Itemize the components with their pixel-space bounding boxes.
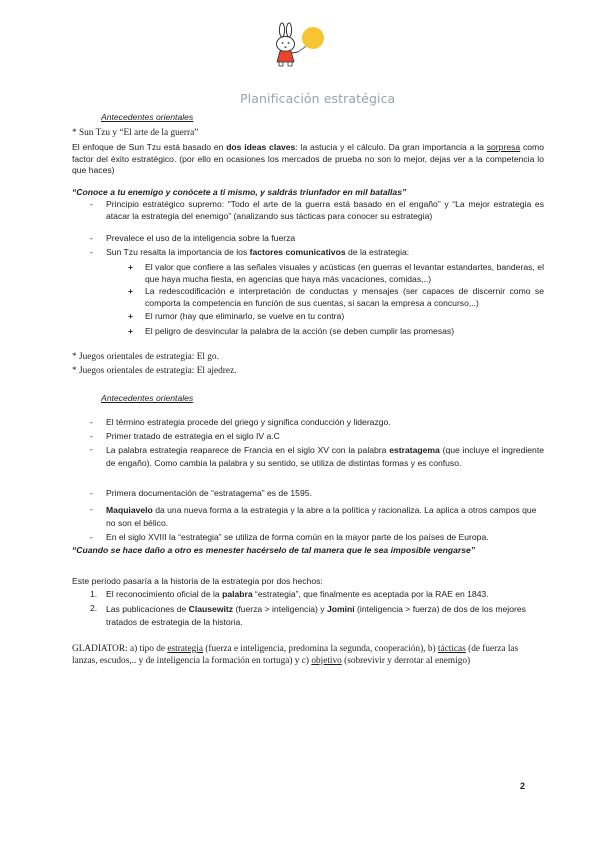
miffy-balloon-icon	[265, 22, 337, 88]
list-item: En el siglo XVIII la “estrategia” se utiliza de forma común en la mayor parte de los países de Europa.	[106, 532, 489, 542]
list-item: La palabra estrategia reaparece de Francia en el siglo XV con la palabra estratagema (que incluye el ingrediente de engaño). Como cambia la palabra y su sentido, se utiliza de distintas formas y es confuso.	[106, 445, 544, 468]
numbered-item: El reconocimiento oficial de la palabra “estrategia”, que finalmente es aceptada por la RAE en 1843.	[106, 589, 489, 599]
section-heading: Antecedentes orientales	[101, 393, 194, 403]
list-item: Primera documentación de “estratagema” es de 1595.	[106, 488, 312, 498]
bullet-dash: -	[90, 247, 93, 257]
sub-list-item: El peligro de desvincular la palabra de la acción (se deben cumplir las promesas)	[145, 326, 455, 336]
section-heading: Antecedentes orientales	[101, 112, 194, 122]
transition-paragraph: Este período pasaría a la historia de la estrategia por dos hechos:	[72, 576, 323, 586]
quote-maquiavelo: “Cuando se hace daño a otro es menester hacérselo de tal manera que le sea imposible vengarse”	[72, 545, 476, 555]
numbered-item: Las publicaciones de Clausewitz (fuerza > inteligencia) y Jomini (inteligencia > fuerza) de dos de los mejores tratados de estrategia de la historia.	[106, 604, 526, 627]
bullet-dash: -	[90, 417, 93, 427]
bullet-dash: -	[90, 532, 93, 542]
sub-list-item: La redescodificación e interpretación de conductas y mensajes (ser capaces de discernir como se comporta la competencia en función de sus cuentas, si sacan la empresa a concurso,..)	[145, 286, 544, 308]
bullet-dash: -	[90, 431, 93, 441]
quote-sun-tzu: “Conoce a tu enemigo y conócete a ti mismo, y saldrás triunfador en mil batallas”	[72, 187, 407, 197]
page-number: 2	[520, 781, 526, 791]
bullet-dash: -	[90, 233, 93, 243]
list-number: 1.	[90, 589, 98, 599]
sub-list-item: El valor que confiere a las señales visuales y acústicas (en guerras el levantar estandartes, banderas, el que haya mucha fiesta, en agencias que haya más vacaciones, comidas,..)	[145, 262, 544, 284]
list-item: El término estrategia procede del griego y significa conducción y liderazgo.	[106, 417, 391, 427]
games-line: * Juegos orientales de estrategia: El go.	[72, 352, 219, 362]
list-item: Primer tratado de estrategia en el siglo IV a.C	[106, 431, 280, 441]
gladiator-paragraph: GLADIATOR: a) tipo de estrategia (fuerza e inteligencia, predomina la segunda, cooperación), b) tácticas (de fuerza las lanzas, escudos,.. y de inteligencia la formación en tortuga) y c) objetivo (sobrevivir y derrotar al enemigo)	[72, 644, 519, 666]
subheading: * Sun Tzu y “El arte de la guerra”	[72, 128, 199, 138]
list-item: Sun Tzu resalta la importancia de los factores comunicativos de la estrategia:	[106, 247, 410, 257]
logo	[265, 22, 337, 88]
list-item: Prevalece el uso de la inteligencia sobre la fuerza	[106, 233, 296, 243]
intro-paragraph: El enfoque de Sun Tzu está basado en dos ideas claves: la astucia y el cálculo. Da gran importancia a la sorpresa como factor del éxito estratégico. (por ello en ocasiones los mercados de prueba no son lo mejor, dejas ver a la competencia lo que haces)	[72, 142, 544, 175]
bullet-plus: +	[128, 286, 134, 296]
bullet-plus: +	[128, 311, 134, 321]
games-line: * Juegos orientales de estrategia: El ajedrez.	[72, 366, 237, 376]
bullet-plus: +	[128, 326, 134, 336]
list-item: Principio estratégico supremo: “Todo el arte de la guerra está basado en el engaño” y “La mejor estrategia es atacar la estrategia del enemigo” (analizando sus tácticas para conocer su estrategia)	[106, 199, 544, 221]
bullet-dash: -	[90, 444, 93, 454]
bullet-dash: -	[90, 488, 93, 498]
bullet-dash: -	[90, 504, 93, 514]
list-number: 2.	[90, 603, 98, 613]
document-title: Planificación estratégica	[240, 91, 396, 106]
bullet-plus: +	[128, 262, 134, 272]
list-item: Maquiavelo da una nueva forma a la estrategia y la abre a la política y racionaliza. La aplica a otros campos que no son el bélico.	[106, 505, 537, 528]
sub-list-item: El rumor (hay que eliminarlo, se vuelve en tu contra)	[145, 311, 345, 321]
bullet-dash: -	[90, 199, 93, 209]
